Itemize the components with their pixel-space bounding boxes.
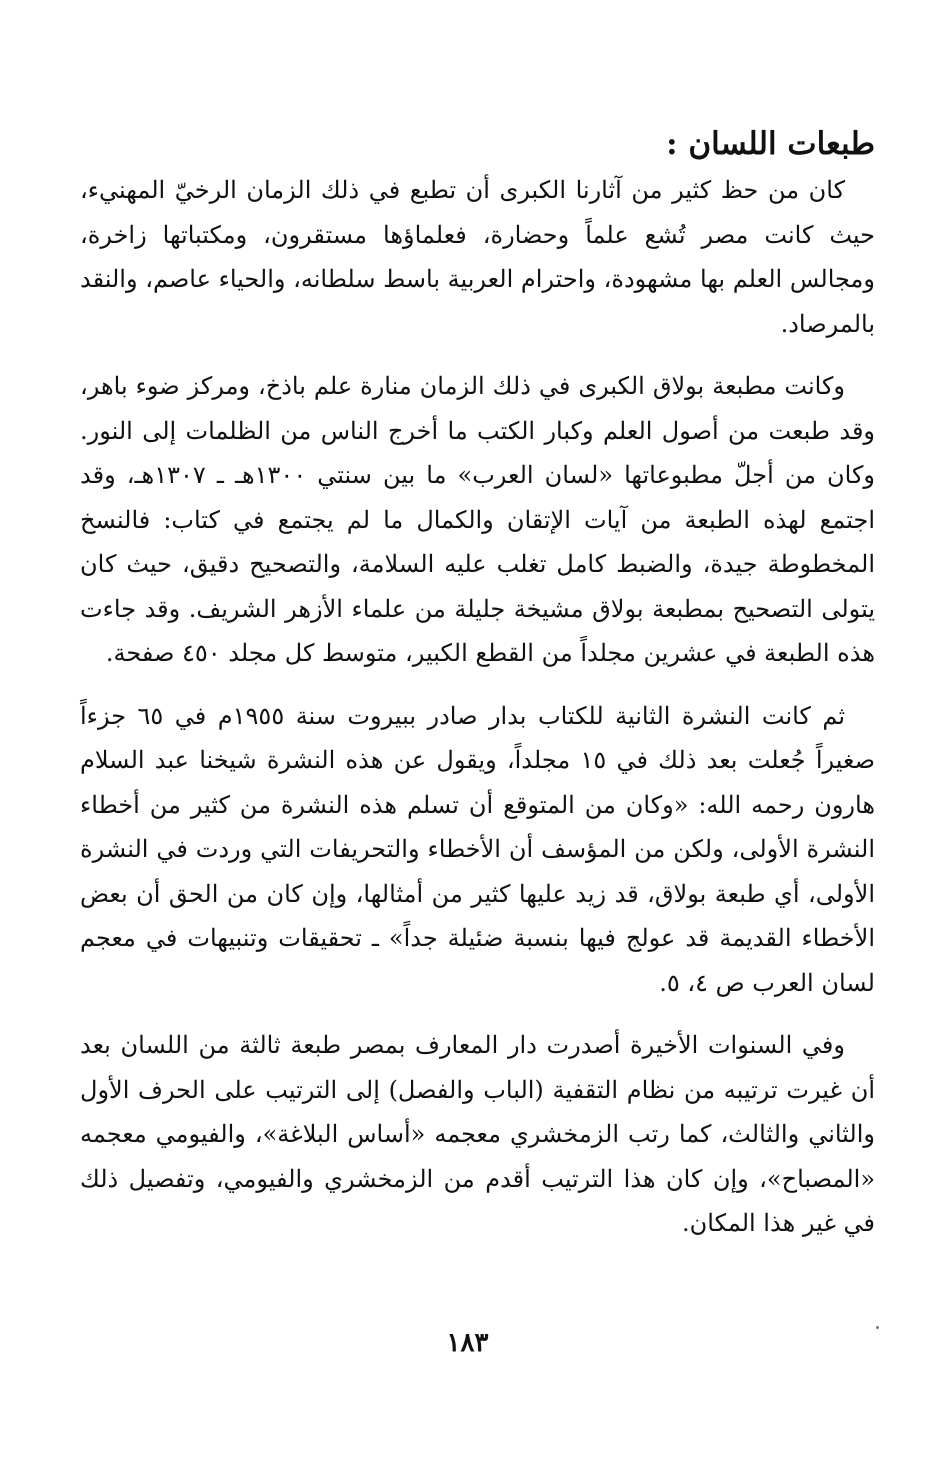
paragraph-4: وفي السنوات الأخيرة أصدرت دار المعارف بمصر طبعة ثالثة من اللسان بعد أن غيرت ترتيبه من نظام التقفية (الباب والفصل) إلى الترتيب على الحرف الأول والثاني والثالث، كما رتب الزمخشري معجمه «أساس البلاغة»، والفيومي معجمه «المصباح»، وإن كان هذا الترتيب أقدم من الزمخشري والفيومي، وتفصيل ذلك في غير هذا المكان. (80, 1031, 875, 1237)
scan-speck (876, 1326, 879, 1329)
page-body (80, 120, 875, 1264)
paragraph-3: ثم كانت النشرة الثانية للكتاب بدار صادر ببيروت سنة ١٩٥٥م في ٦٥ جزءاً صغيراً جُعلت بعد ذلك في ١٥ مجلداً، ويقول عن هذه النشرة شيخنا عبد السلام هارون رحمه الله: «وكان من المتوقع أن تسلم هذه النشرة من كثير من أخطاء النشرة الأولى، ولكن من المؤسف أن الأخطاء والتحريفات التي وردت في النشرة الأولى، أي طبعة بولاق، قد زيد عليها كثير من أمثالها، وإن كان من الحق أن بعض الأخطاء القديمة قد عولج فيها بنسبة ضئيلة جداً» ـ تحقيقات وتنبيهات في معجم لسان العرب ص ٤، ٥. (80, 701, 875, 997)
paragraph-2: وكانت مطبعة بولاق الكبرى في ذلك الزمان منارة علم باذخ، ومركز ضوء باهر، وقد طبعت من أصول العلم وكبار الكتب ما أخرج الناس من الظلمات إلى النور. وكان من أجلّ مطبوعاتها «لسان العرب» ما بين سنتي ١٣٠٠هـ ـ ١٣٠٧هـ، وقد اجتمع لهذه الطبعة من آيات الإتقان والكمال ما لم يجتمع في كتاب: فالنسخ المخطوطة جيدة، والضبط كامل تغلب عليه السلامة، والتصحيح دقيق، حيث كان يتولى التصحيح بمطبعة بولاق مشيخة جليلة من علماء الأزهر الشريف. وقد جاءت هذه الطبعة في عشرين مجلداً من القطع الكبير، متوسط كل مجلد ٤٥٠ صفحة. (80, 372, 876, 667)
page-number: ١٨٣ (446, 1328, 489, 1358)
paragraph-1: كان من حظ كثير من آثارنا الكبرى أن تطبع في ذلك الزمان الرخيّ المهنيء، حيث كانت مصر تُشع علماً وحضارة، فعلماؤها مستقرون، ومكتباتها زاخرة، ومجالس العلم بها مشهودة، واحترام العربية باسط سلطانه، والحياء عاصم، والنقد بالمرصاد. (80, 176, 875, 338)
section-heading: طبعات اللسان : (666, 126, 875, 162)
